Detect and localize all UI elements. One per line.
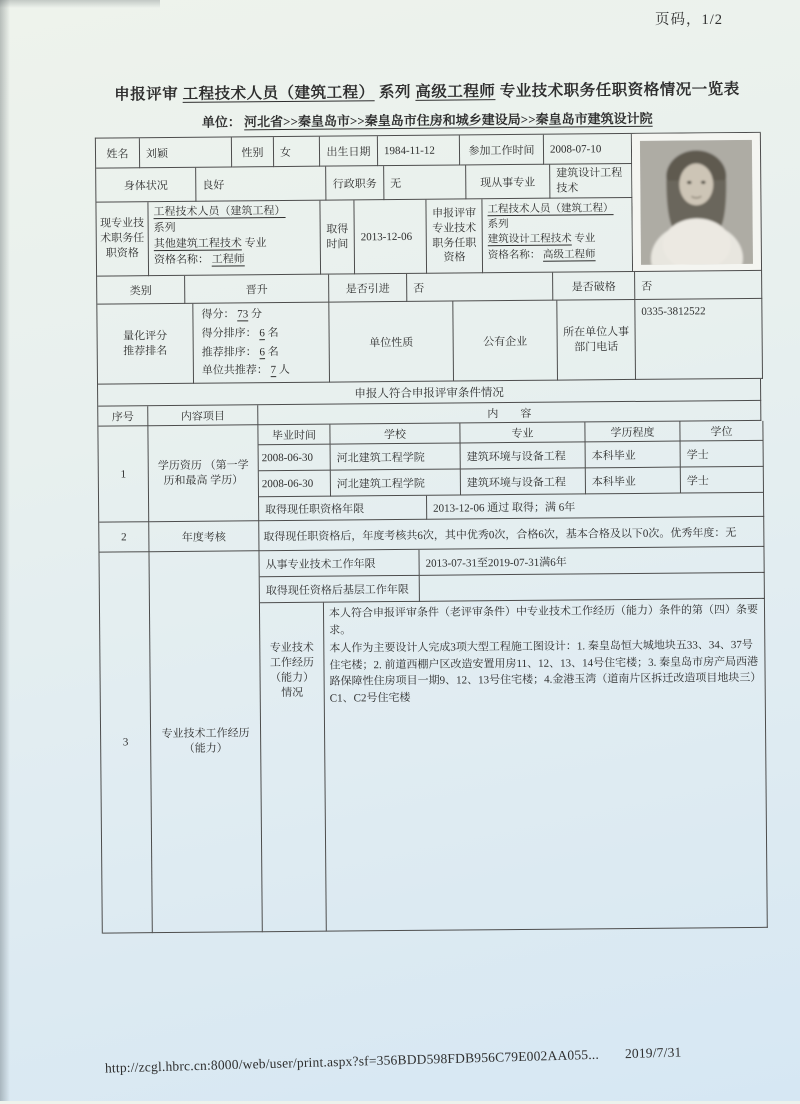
current-series: 工程技术人员（建筑工程） [153,204,286,219]
print-footer [105,1044,682,1076]
health-value: 良好 [196,167,326,202]
unit-value: 河北省>>秦皇岛市>>秦皇岛市住房和城乡建设局>>秦皇岛市建筑设计院 [244,110,653,130]
birth-label: 出生日期 [320,136,378,167]
apply-series: 工程技术人员（建筑工程） [487,203,614,216]
footer-url-text: http://zcgl.hbrc.cn:8000/web/user/print.aspx?sf=356BDD598FDB956C79E002AA055... [104,1046,600,1076]
edu-header-major: 专业 [460,422,585,443]
admin-duty-value: 无 [384,165,466,200]
hr-phone-label: 所在单位人事 部门电话 [557,300,636,381]
row3-item: 专业技术工作经历（能力） [149,551,262,933]
gender-label: 性别 [232,137,274,167]
edu-row: 2008-06-30 河北建筑工程学院 建筑环境与设备工程 本科毕业 学士 [259,467,764,497]
score-details [193,303,330,384]
row1-no: 1 [98,426,149,522]
current-series-suffix: 系列 [153,221,176,235]
row1-item: 学历资历 （第一学历和最高 学历） [148,425,259,522]
col-header-no: 序号 [98,406,148,426]
category-label: 类别 [97,276,185,305]
unit-nature-label: 单位性质 [329,302,454,383]
apply-qualification-label: 申报评审专业技术职务任职资格 [426,199,483,273]
document-title [94,77,759,105]
birth-value: 1984-11-12 [378,135,460,166]
name-value: 刘颖 [140,137,232,168]
apply-name: 高级工程师 [542,248,596,261]
applicant-photo [640,139,753,264]
current-name: 工程师 [211,253,245,266]
work-years-label: 从事专业技术工作年限 [259,550,419,577]
apply-major: 建筑设计工程技术 [487,233,572,246]
work-years-value: 2013-07-31至2019-07-31满6年 [419,547,764,576]
row3-sub-item: 专业技术 工作经历 （能力） 情况 [260,603,327,933]
row2-no: 2 [99,522,149,552]
gender-value: 女 [274,137,320,167]
row3-description [324,599,768,932]
edu-row: 2008-06-30 河北建筑工程学院 建筑环境与设备工程 本科毕业 学士 [259,441,764,471]
exception-label: 是否破格 [553,272,635,301]
qual-years-value: 2013-12-06 通过 取得；满 6年 [427,493,764,520]
title-mid: 系列 [374,83,416,102]
title-prefix: 申报评审 [114,85,183,104]
edu-header-degree: 学位 [680,421,763,442]
row3-no: 3 [99,552,152,933]
unit-line [95,107,760,132]
apply-major-suffix: 专业 [571,233,596,245]
description-paragraph-1: 本人符合申报评审条件（老评审条件）中专业技术工作经历（能力）条件的第（四）条要求。 [328,603,759,637]
col-header-item: 内容项目 [148,405,258,426]
applicant-photo-cell [632,133,762,272]
col-header-content: 内 容 [258,401,761,425]
score-line: 推荐排序： 6 名 [201,345,279,359]
health-label: 身体状况 [96,168,196,203]
qual-years-label: 取得现任职资格年限 [259,496,427,521]
current-qualification-value [148,201,321,276]
obtain-time-value: 2013-12-06 [354,200,427,275]
edu-header-date: 毕业时间 [258,425,330,446]
score-line: 得分： 73 分 [201,308,262,321]
title-level-underlined: 高级工程师 [415,83,496,101]
profession-label: 现从事专业 [466,165,550,200]
apply-qualification-value [482,198,633,273]
score-ranking-label [97,304,194,385]
hr-phone-value: 0335-3812522 [635,299,763,380]
score-label-line2: 推荐排名 [123,344,168,357]
import-label: 是否引进 [329,274,407,303]
title-series-underlined: 工程技术人员（建筑工程） [182,84,375,103]
grass-years-value [420,573,765,602]
unit-nature-value: 公有企业 [453,301,558,382]
work-start-value: 2008-07-10 [544,134,632,165]
obtain-time-label: 取得时间 [320,200,355,274]
grass-years-label: 取得现任资格后基层工作年限 [260,576,420,603]
row2-item: 年度考核 [149,521,259,552]
score-label-line1: 量化评分 [123,329,168,343]
current-major: 其他建筑工程技术 [153,237,242,251]
main-table [95,132,768,934]
row2-content: 取得现任职资格后，年度考核共6次，其中优秀0次，合格6次，基本合格及以下0次。优秀年度：无 [259,517,764,551]
profession-value: 建筑设计工程技术 [550,164,632,199]
page-number-label: 页码，1/2 [655,12,724,28]
admin-duty-label: 行政职务 [326,166,384,201]
exception-value: 否 [635,271,762,300]
section2-header: 申报人符合申报评审条件情况 [98,379,761,407]
footer-date: 2019/7/31 [624,1044,682,1062]
apply-name-label: 资格名称： [487,249,544,261]
score-line: 单位共推荐： 7 人 [201,364,290,377]
edu-header-degree-level: 学历程度 [585,422,680,443]
name-label: 姓名 [96,138,140,168]
current-major-suffix: 专业 [241,237,267,250]
title-suffix: 专业技术职务任职资格情况一览表 [495,81,740,101]
category-value: 晋升 [185,275,329,304]
current-qualification-label: 现专业技术职务任职资格 [96,202,149,276]
unit-label: 单位： [201,114,245,130]
description-paragraph-2: 本人作为主要设计人完成3项大型工程施工图设计：1. 秦皇岛恒大城地块五33、34、37号住宅楼；2. 前道西棚户区改造安置用房11、12、13、14号住宅楼；3. 秦皇岛市房产局西港路保障性住房项目一期9、12、13号住宅楼；4.金港玉湾（道南片区拆迁改造项目地块三）C1、C2号住宅楼 [329,638,759,705]
apply-series-suffix: 系列 [487,219,509,231]
score-line: 得分排序： 6 名 [201,326,279,340]
edu-header-school: 学校 [330,423,460,444]
work-start-label: 参加工作时间 [460,135,544,166]
current-name-label: 资格名称： [153,253,212,266]
import-value: 否 [407,273,553,302]
